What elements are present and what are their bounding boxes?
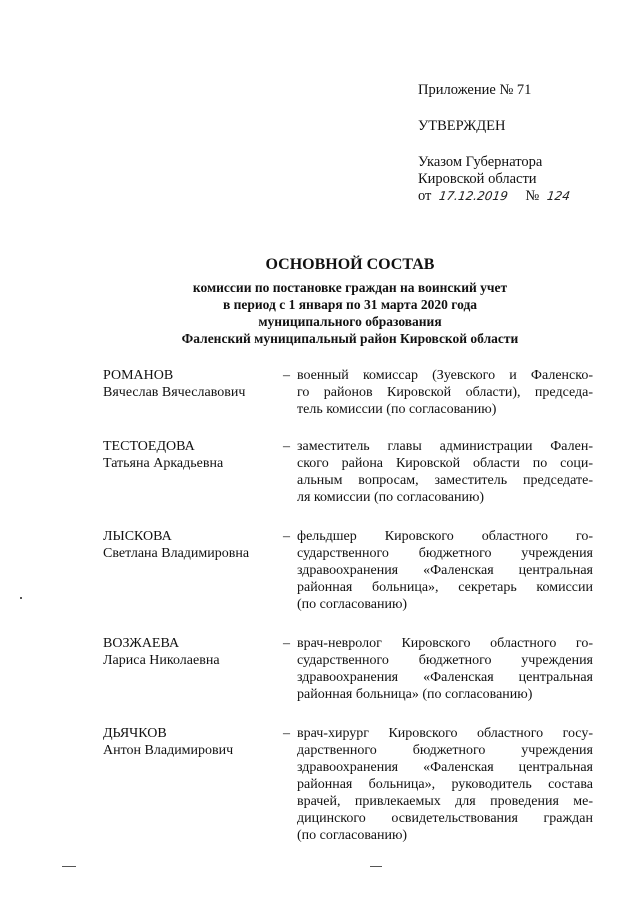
- member-entry: [103, 635, 593, 703]
- handwritten-number: 124: [545, 189, 571, 203]
- member-name: [103, 528, 283, 613]
- heading-line: в период с 1 января по 31 марта 2020 года: [222, 297, 478, 312]
- role-line: врач-невролог Кировского областного го-: [297, 636, 593, 651]
- role-line: тель комиссии (по согласованию): [297, 402, 497, 417]
- date-prefix: от: [418, 188, 432, 204]
- member-surname: РОМАНОВ: [103, 368, 174, 383]
- role-line: здравоохранения «Фаленская центральная: [297, 670, 593, 685]
- role-line: районная больница», руководитель состава: [297, 777, 593, 792]
- role-line: врачей, привлекаемых для проведения ме-: [297, 794, 593, 809]
- member-given-name: Татьяна Аркадьевна: [103, 456, 224, 471]
- appendix-number: Приложение № 71: [418, 82, 532, 98]
- member-dash: –: [283, 726, 290, 741]
- member-given-name: Вячеслав Вячеславович: [103, 385, 246, 400]
- role-line: военный комиссар (Зуевского и Фаленско-: [297, 368, 593, 383]
- role-line: врач-хирург Кировского областного госу-: [297, 726, 593, 741]
- member-entry: [103, 725, 593, 844]
- decree-line: Указом Губернатора: [418, 154, 543, 170]
- member-surname: ТЕСТОЕДОВА: [103, 439, 195, 454]
- role-line: здравоохранения «Фаленская центральная: [297, 760, 593, 775]
- member-role: [297, 528, 593, 613]
- role-line: фельдшер Кировского областного го-: [297, 529, 593, 544]
- number-prefix: №: [525, 188, 540, 204]
- member-role: [297, 725, 593, 844]
- heading-line: муниципального образования: [258, 314, 442, 329]
- role-line: здравоохранения «Фаленская центральная: [297, 563, 593, 578]
- handwritten-date: 17.12.2019: [438, 189, 509, 203]
- member-surname: ВОЗЖАЕВА: [103, 636, 180, 651]
- scan-mark: [370, 866, 382, 867]
- member-dash: –: [283, 368, 290, 383]
- document-title: ОСНОВНОЙ СОСТАВ: [265, 256, 435, 273]
- role-line: дарственного бюджетного учреждения: [297, 743, 593, 758]
- role-line: го районов Кировской области), председа-: [297, 385, 593, 400]
- role-line: (по согласованию): [297, 828, 408, 843]
- member-surname: ДЬЯЧКОВ: [103, 726, 167, 741]
- approval-block: [418, 82, 628, 205]
- member-role: [297, 438, 593, 506]
- member-name: [103, 725, 283, 844]
- document-heading: [70, 255, 630, 347]
- member-entry: [103, 528, 593, 613]
- member-given-name: Лариса Николаевна: [103, 653, 220, 668]
- scan-mark: [20, 597, 22, 599]
- members-list: [103, 367, 593, 863]
- heading-line: Фаленский муниципальный район Кировской области: [181, 331, 519, 346]
- scan-mark: [62, 866, 76, 867]
- role-line: дицинского освидетельствования граждан: [297, 811, 593, 826]
- role-line: ля комиссии (по согласованию): [297, 490, 485, 505]
- region-line: Кировской области: [418, 171, 537, 187]
- member-surname: ЛЫСКОВА: [103, 529, 172, 544]
- role-line: (по согласованию): [297, 597, 408, 612]
- member-entry: [103, 438, 593, 506]
- member-given-name: Светлана Владимировна: [103, 546, 250, 561]
- member-name: [103, 367, 283, 418]
- member-given-name: Антон Владимирович: [103, 743, 234, 758]
- member-dash: –: [283, 636, 290, 651]
- member-name: [103, 635, 283, 703]
- role-line: альным вопросам, заместитель председате-: [297, 473, 593, 488]
- approved-label: УТВЕРЖДЕН: [418, 118, 506, 134]
- role-line: сударственного бюджетного учреждения: [297, 653, 593, 668]
- role-line: сударственного бюджетного учреждения: [297, 546, 593, 561]
- date-line: [418, 188, 628, 205]
- heading-line: комиссии по постановке граждан на воинский учет: [192, 280, 508, 295]
- role-line: ского района Кировской области по соци-: [297, 456, 593, 471]
- role-line: районная больница» (по согласованию): [297, 687, 533, 702]
- role-line: районная больница», секретарь комиссии: [297, 580, 593, 595]
- member-dash: –: [283, 439, 290, 454]
- member-role: [297, 367, 593, 418]
- role-line: заместитель главы администрации Фален-: [297, 439, 593, 454]
- member-role: [297, 635, 593, 703]
- member-name: [103, 438, 283, 506]
- member-dash: –: [283, 529, 290, 544]
- member-entry: [103, 367, 593, 418]
